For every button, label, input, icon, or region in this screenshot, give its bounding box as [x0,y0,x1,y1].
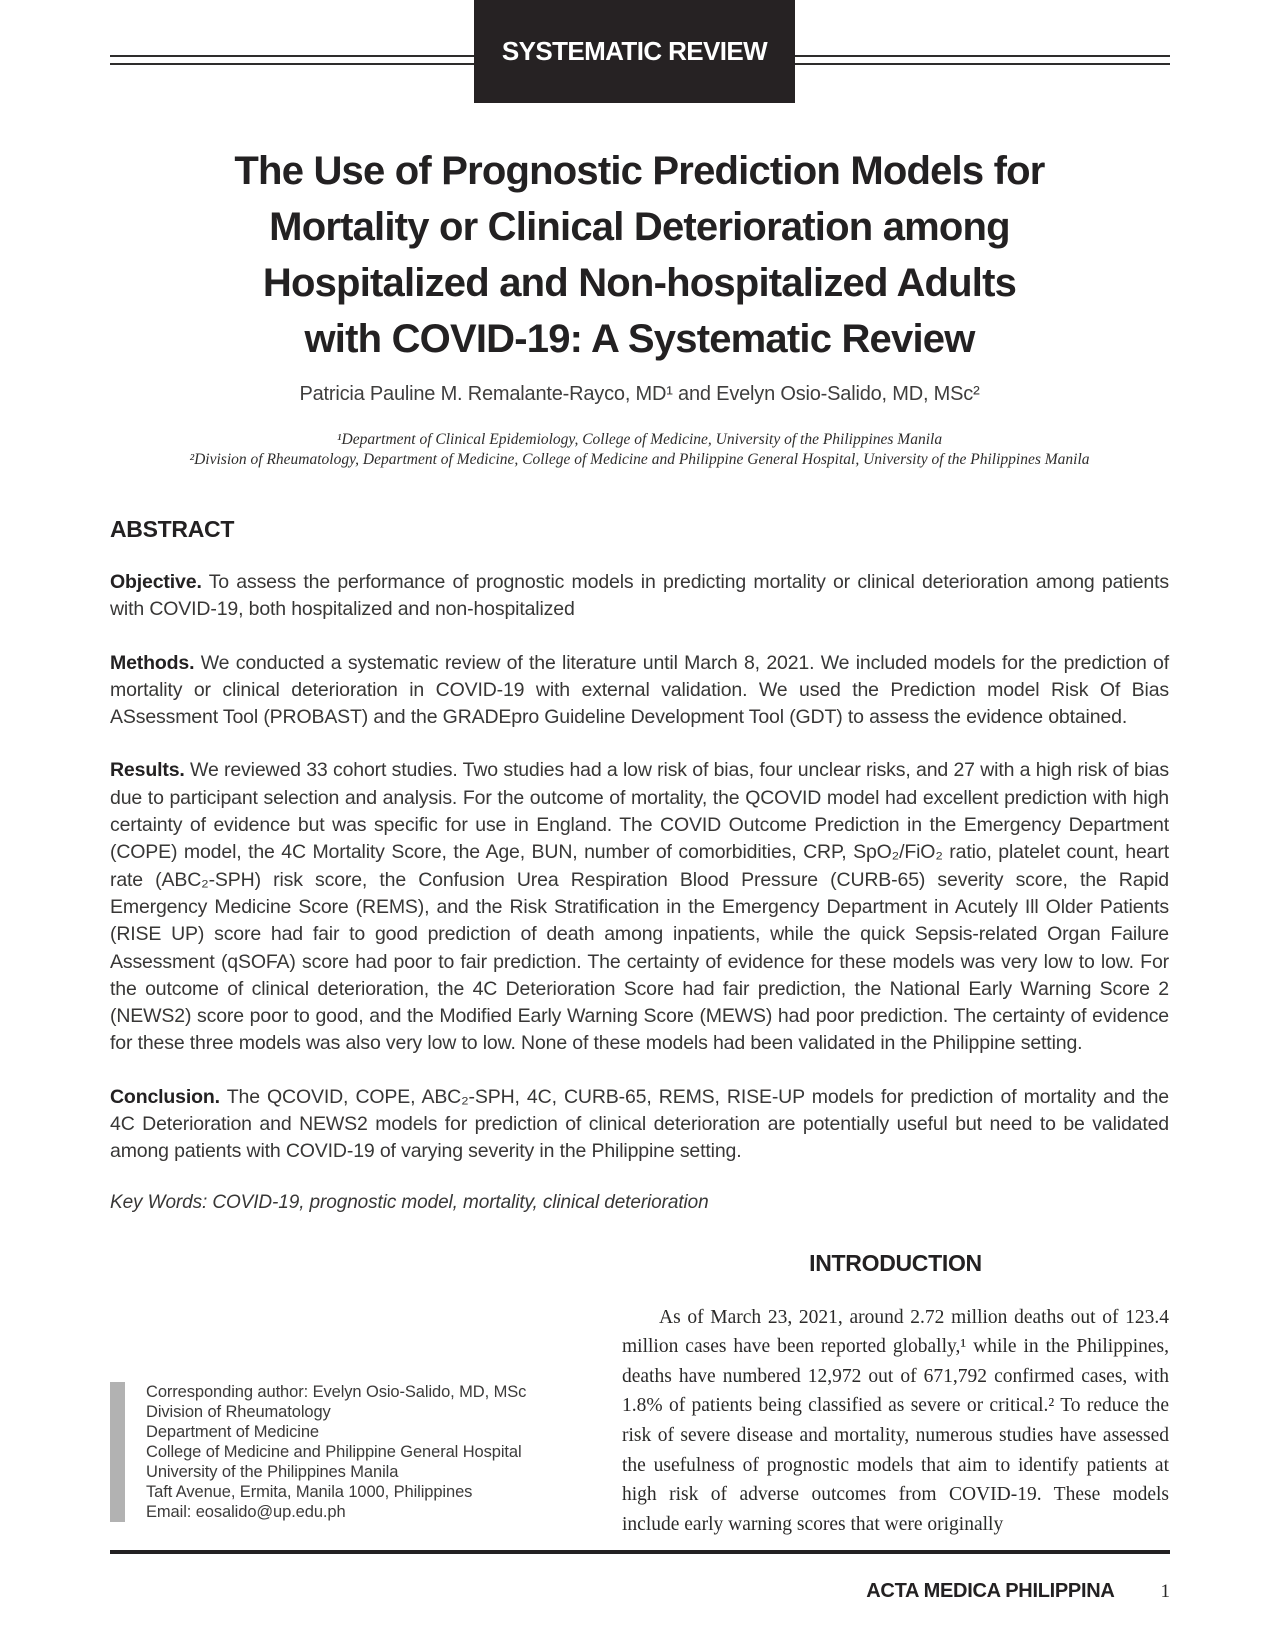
abstract-heading: ABSTRACT [110,516,235,542]
abstract-results-label: Results. [110,759,185,782]
abstract-conclusion-label: Conclusion. [110,1085,220,1108]
two-column-section [110,1250,1169,1540]
author-byline: Patricia Pauline M. Remalante-Rayco, MD¹ and Evelyn Osio-Salido, MD, MSc² [299,383,980,405]
title-line-3: Hospitalized and Non-hospitalized Adults [262,261,1017,305]
title-line-4: with COVID-19: A Systematic Review [304,317,975,361]
abstract-objective-label: Objective. [110,571,202,593]
journal-name: ACTA MEDICA PHILIPPINA [866,1580,1115,1602]
correspondence-block [110,1382,562,1522]
article-type-banner: SYSTEMATIC REVIEW [474,0,795,103]
title-line-2: Mortality or Clinical Deterioration among [269,205,1010,249]
introduction-heading: INTRODUCTION [809,1249,982,1276]
page-header [0,0,1275,103]
right-column [622,1250,1169,1540]
correspondence-email: Email: eosalido@up.edu.ph [146,1502,346,1521]
correspondence-author: Corresponding author: Evelyn Osio-Salido, MD, MSc [146,1382,527,1401]
abstract-methods-text: We conducted a systematic review of the literature until March 8, 2021. We included models for the prediction of mortality or clinical deterioration in COVID-19 with external validation. We used the Prediction model Risk Of Bias ASsessment Tool (PROBAST) and the GRADEpro Guideline Development Tool (GDT) to assess the evidence obtained. [110,651,1169,729]
abstract-results [110,757,1169,1057]
abstract-objective-text: To assess the performance of prognostic models in predicting mortality or clinical deterioration among patients with COVID-19, both hospitalized and non-hospitalized [110,571,1169,621]
abstract-methods-label: Methods. [110,651,195,674]
abstract-objective [110,569,1169,624]
left-column [110,1250,562,1540]
page-number: 1 [1160,1581,1170,1602]
abstract-results-text: We reviewed 33 cohort studies. Two studies had a low risk of bias, four unclear risks, and 27 with a high risk of bias due to participant selection and analysis. For the outcome of mortality, the QCOVID model had excellent prediction with high certainty of evidence but was specific for use in England. The COVID Outcome Prediction in the Emergency Department (COPE) model, the 4C Mortality Score, the Age, BUN, number of comorbidities, CRP, SpO₂/FiO₂ ratio, platelet count, heart rate (ABC₂-SPH) risk score, the Confusion Urea Respiration Blood Pressure (CURB-65) severity score, the Rapid Emergency Medicine Score (REMS), and the Risk Stratification in the Emergency Department in Acutely Ill Older Patients (RISE UP) score had fair to good prediction of death among inpatients, while the quick Sepsis-related Organ Failure Assessment (qSOFA) score had poor to fair prediction. The certainty of evidence for these models was very low to low. For the outcome of clinical deterioration, the 4C Deterioration Score had fair prediction, the National Early Warning Score 2 (NEWS2) score poor to good, and the Modified Early Warning Score (MEWS) had poor prediction. The certainty of evidence for these three models was also very low to low. None of these models had been validated in the Philippine setting. [110,759,1169,1055]
page-footer [110,1550,1170,1603]
keywords-line: Key Words: COVID-19, prognostic model, mortality, clinical deterioration [110,1191,709,1213]
correspondence-division: Division of Rheumatology [146,1402,331,1421]
affiliation-1: ¹Department of Clinical Epidemiology, College of Medicine, University of the Philippines Manila [336,431,943,448]
article-title [110,143,1169,367]
correspondence-university: University of the Philippines Manila [146,1462,399,1481]
abstract-conclusion [110,1084,1169,1166]
introduction-paragraph: As of March 23, 2021, around 2.72 million deaths out of 123.4 million cases have been reported globally,¹ while in the Philippines, deaths have numbered 12,972 out of 671,792 confirmed cases, with 1.8% of patients being classified as severe or critical.² To reduce the risk of severe disease and mortality, numerous studies have assessed the usefulness of prognostic models that aim to identify patients at high risk of adverse outcomes from COVID-19. These models include early warning scores that were originally [622,1306,1169,1535]
correspondence-college: College of Medicine and Philippine General Hospital [146,1442,522,1461]
page-content [0,143,1275,1539]
abstract-methods [110,650,1169,732]
abstract-conclusion-text: The QCOVID, COPE, ABC₂-SPH, 4C, CURB-65, REMS, RISE-UP models for prediction of mortality and the 4C Deterioration and NEWS2 models for prediction of clinical deterioration are potentially useful but need to be validated among patients with COVID-19 of varying severity in the Philippine setting. [110,1085,1169,1163]
affiliation-2: ²Division of Rheumatology, Department of Medicine, College of Medicine and Philippine General Hospital, University of the Philippines Manila [189,451,1090,468]
affiliations [110,430,1169,470]
title-line-1: The Use of Prognostic Prediction Models for [234,149,1045,193]
correspondence-department: Department of Medicine [146,1422,319,1441]
correspondence-address: Taft Avenue, Ermita, Manila 1000, Philippines [146,1482,473,1501]
